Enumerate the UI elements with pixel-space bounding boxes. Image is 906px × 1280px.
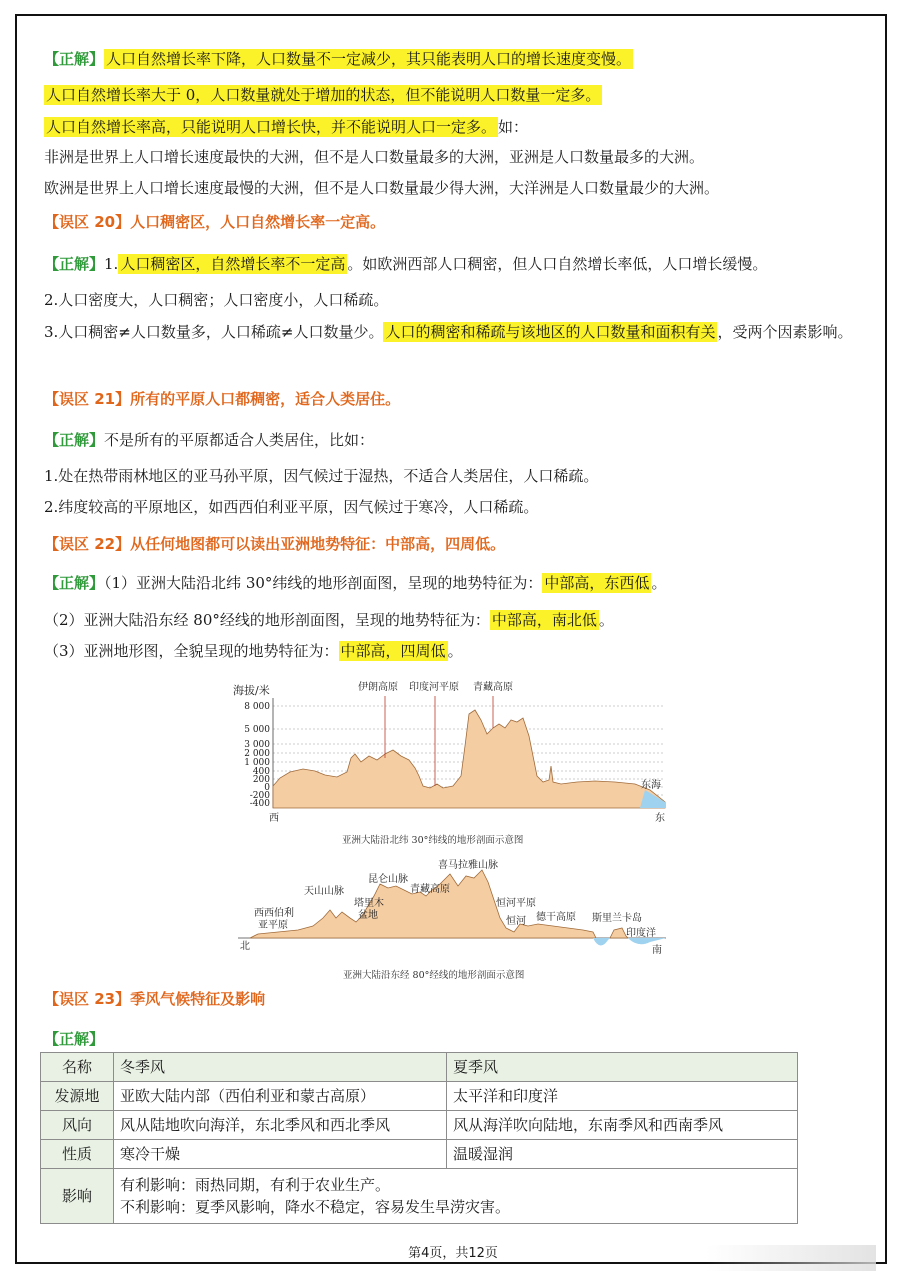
plain-text: 不是所有的平原都适合人类居住，比如： bbox=[104, 431, 375, 449]
sea-area-west bbox=[593, 938, 610, 946]
label-sri-lanka: 斯里兰卡岛 bbox=[592, 913, 642, 924]
plain-text: （2）亚洲大陆沿东经 80°经线的地形剖面图，呈现的地势特征为： bbox=[44, 611, 490, 629]
answer-line-5: 欧洲是世界上人口增长速度最慢的大洲，但不是人口数量最少得大洲，大洋洲是人口数量最少的大洲。 bbox=[44, 179, 720, 197]
answer-line-7: 2.人口密度大，人口稠密；人口密度小，人口稀疏。 bbox=[44, 291, 389, 309]
plain-text: ，受两个因素影响。 bbox=[717, 323, 853, 341]
plain-text: 1. bbox=[104, 255, 119, 273]
answer-line-9 bbox=[44, 429, 374, 451]
table-cell: 风从陆地吹向海洋，东北季风和西北季风 bbox=[114, 1111, 447, 1140]
answer-tag: 【正解】 bbox=[44, 50, 105, 68]
impact-positive: 有利影响：雨热同期，有利于农业生产。 bbox=[120, 1176, 391, 1194]
highlight-text: 中部高，南北低 bbox=[491, 611, 597, 629]
tick-label: 1 000 bbox=[244, 758, 270, 768]
profile-30n-svg bbox=[225, 676, 675, 826]
plain-text: 。如欧洲西部人口稠密，但人口自然增长率低，人口增长缓慢。 bbox=[347, 255, 768, 273]
plain-text: 。 bbox=[651, 574, 667, 592]
page-footer: 第4页，共12页 bbox=[408, 1246, 498, 1261]
plain-text: （3）亚洲地形图，全貌呈现的地势特征为： bbox=[44, 642, 339, 660]
highlight-text: 人口自然增长率下降，人口数量不一定减少，其只能表明人口的增长速度变慢。 bbox=[106, 50, 632, 68]
tick-label: 8 000 bbox=[244, 702, 270, 712]
highlight-text: 人口的稠密和稀疏与该地区的人口数量和面积有关 bbox=[385, 323, 716, 341]
figure-caption-30n: 亚洲大陆沿北纬 30°纬线的地形剖面示意图 bbox=[342, 835, 524, 846]
heading-misconception-20: 【误区 20】人口稠密区，人口自然增长率一定高。 bbox=[44, 213, 386, 231]
answer-line-6 bbox=[44, 253, 767, 275]
table-header-row bbox=[41, 1053, 798, 1082]
monsoon-table bbox=[40, 1052, 798, 1224]
label-tibetan-plateau: 青藏高原 bbox=[410, 884, 450, 895]
table-row bbox=[41, 1169, 798, 1224]
table-row bbox=[41, 1082, 798, 1111]
profile-30n-figure bbox=[225, 676, 675, 830]
tick-label: 200 bbox=[252, 775, 270, 785]
answer-line-3 bbox=[44, 116, 528, 138]
plain-text: 。 bbox=[598, 611, 614, 629]
tick-label: 0 bbox=[264, 783, 270, 793]
highlight-text: 中部高，四周低 bbox=[340, 642, 446, 660]
highlight-text: 人口自然增长率大于 0，人口数量就处于增加的状态，但不能说明人口数量一定多。 bbox=[46, 86, 601, 104]
tick-label: 3 000 bbox=[244, 740, 270, 750]
answer-line-12 bbox=[44, 572, 666, 594]
table-cell: 温暖湿润 bbox=[447, 1140, 798, 1169]
answer-line-1 bbox=[44, 48, 633, 70]
table-cell-impact bbox=[114, 1169, 798, 1224]
label-ganges-plain: 恒河平原 bbox=[496, 898, 536, 909]
table-header-cell: 名称 bbox=[41, 1053, 114, 1082]
label-deccan: 德干高原 bbox=[536, 912, 576, 923]
table-row-label: 风向 bbox=[41, 1111, 114, 1140]
answer-tag: 【正解】 bbox=[44, 574, 105, 592]
heading-misconception-23: 【误区 23】季风气候特征及影响 bbox=[44, 990, 266, 1008]
y-axis-label: 海拔/米 bbox=[233, 684, 270, 697]
tick-label: 5 000 bbox=[244, 725, 270, 735]
answer-line-14 bbox=[44, 640, 463, 662]
label-ganges: 恒河 bbox=[506, 916, 526, 927]
label-indian-ocean: 印度洋 bbox=[626, 928, 656, 939]
profile-80e-svg bbox=[238, 856, 668, 960]
table-cell: 太平洋和印度洋 bbox=[447, 1082, 798, 1111]
table-cell: 亚欧大陆内部（西伯利亚和蒙古高原） bbox=[114, 1082, 447, 1111]
table-cell: 寒冷干燥 bbox=[114, 1140, 447, 1169]
label-south: 南 bbox=[652, 945, 662, 956]
heading-misconception-21: 【误区 21】所有的平原人口都稠密，适合人类居住。 bbox=[44, 390, 401, 408]
label-east-sea: 东海 bbox=[641, 780, 661, 791]
table-row bbox=[41, 1140, 798, 1169]
tick-label: -200 bbox=[249, 791, 270, 801]
answer-line-11: 2.纬度较高的平原地区，如西西伯利亚平原，因气候过于寒冷，人口稀疏。 bbox=[44, 498, 539, 516]
label-basin: 盆地 bbox=[358, 910, 378, 921]
table-header-cell: 夏季风 bbox=[447, 1053, 798, 1082]
label-himalaya: 喜马拉雅山脉 bbox=[438, 860, 498, 871]
answer-line-4: 非洲是世界上人口增长速度最快的大洲，但不是人口数量最多的大洲，亚洲是人口数量最多的大洲。 bbox=[44, 148, 705, 166]
answer-line-15 bbox=[44, 1028, 104, 1050]
terrain-profile-80e bbox=[250, 870, 596, 938]
label-iran-plateau: 伊朗高原 bbox=[358, 682, 398, 693]
answer-tag: 【正解】 bbox=[44, 431, 105, 449]
figure-caption-80e: 亚洲大陆沿东经 80°经线的地形剖面示意图 bbox=[343, 970, 525, 981]
answer-line-2 bbox=[44, 84, 602, 106]
profile-80e-figure bbox=[238, 856, 668, 964]
highlight-text: 中部高，东西低 bbox=[544, 574, 650, 592]
label-tibetan-plateau: 青藏高原 bbox=[473, 682, 513, 693]
label-west: 西 bbox=[269, 813, 279, 824]
answer-tag: 【正解】 bbox=[44, 1030, 105, 1048]
tick-label: -400 bbox=[249, 799, 270, 809]
label-indus-plain: 印度河平原 bbox=[409, 682, 459, 693]
highlight-text: 人口自然增长率高，只能说明人口增长快，并不能说明人口一定多。 bbox=[46, 118, 497, 136]
label-tarim: 塔里木 bbox=[354, 898, 384, 909]
tick-label: 2 000 bbox=[244, 749, 270, 759]
table-row-label: 发源地 bbox=[41, 1082, 114, 1111]
answer-line-10: 1.处在热带雨林地区的亚马孙平原，因气候过于湿热，不适合人类居住，人口稀疏。 bbox=[44, 467, 599, 485]
tick-label: 400 bbox=[252, 767, 270, 777]
label-plain: 亚平原 bbox=[258, 920, 288, 931]
terrain-profile-30n bbox=[273, 710, 665, 808]
answer-tag: 【正解】 bbox=[44, 255, 105, 273]
heading-misconception-22: 【误区 22】从任何地图都可以读出亚洲地势特征：中部高，四周低。 bbox=[44, 535, 506, 553]
plain-text: （1）亚洲大陆沿北纬 30°纬线的地形剖面图，呈现的地势特征为： bbox=[104, 574, 543, 592]
label-tianshan: 天山山脉 bbox=[304, 886, 344, 897]
table-row-label: 性质 bbox=[41, 1140, 114, 1169]
label-north: 北 bbox=[240, 941, 250, 952]
impact-negative: 不利影响：夏季风影响，降水不稳定，容易发生旱涝灾害。 bbox=[120, 1198, 511, 1216]
answer-line-8 bbox=[44, 318, 866, 346]
table-cell: 风从海洋吹向陆地，东南季风和西南季风 bbox=[447, 1111, 798, 1140]
label-kunlun: 昆仑山脉 bbox=[368, 874, 408, 885]
label-west-siberian: 西西伯利 bbox=[254, 908, 294, 919]
table-row bbox=[41, 1111, 798, 1140]
plain-text: 。 bbox=[447, 642, 463, 660]
plain-text: 如： bbox=[498, 118, 529, 136]
plain-text: 3.人口稠密≠人口数量多，人口稀疏≠人口数量少。 bbox=[44, 323, 384, 341]
label-east: 东 bbox=[655, 813, 665, 824]
answer-line-13 bbox=[44, 609, 614, 631]
table-row-label: 影响 bbox=[41, 1169, 114, 1224]
table-header-cell: 冬季风 bbox=[114, 1053, 447, 1082]
highlight-text: 人口稠密区，自然增长率不一定高 bbox=[120, 255, 346, 273]
